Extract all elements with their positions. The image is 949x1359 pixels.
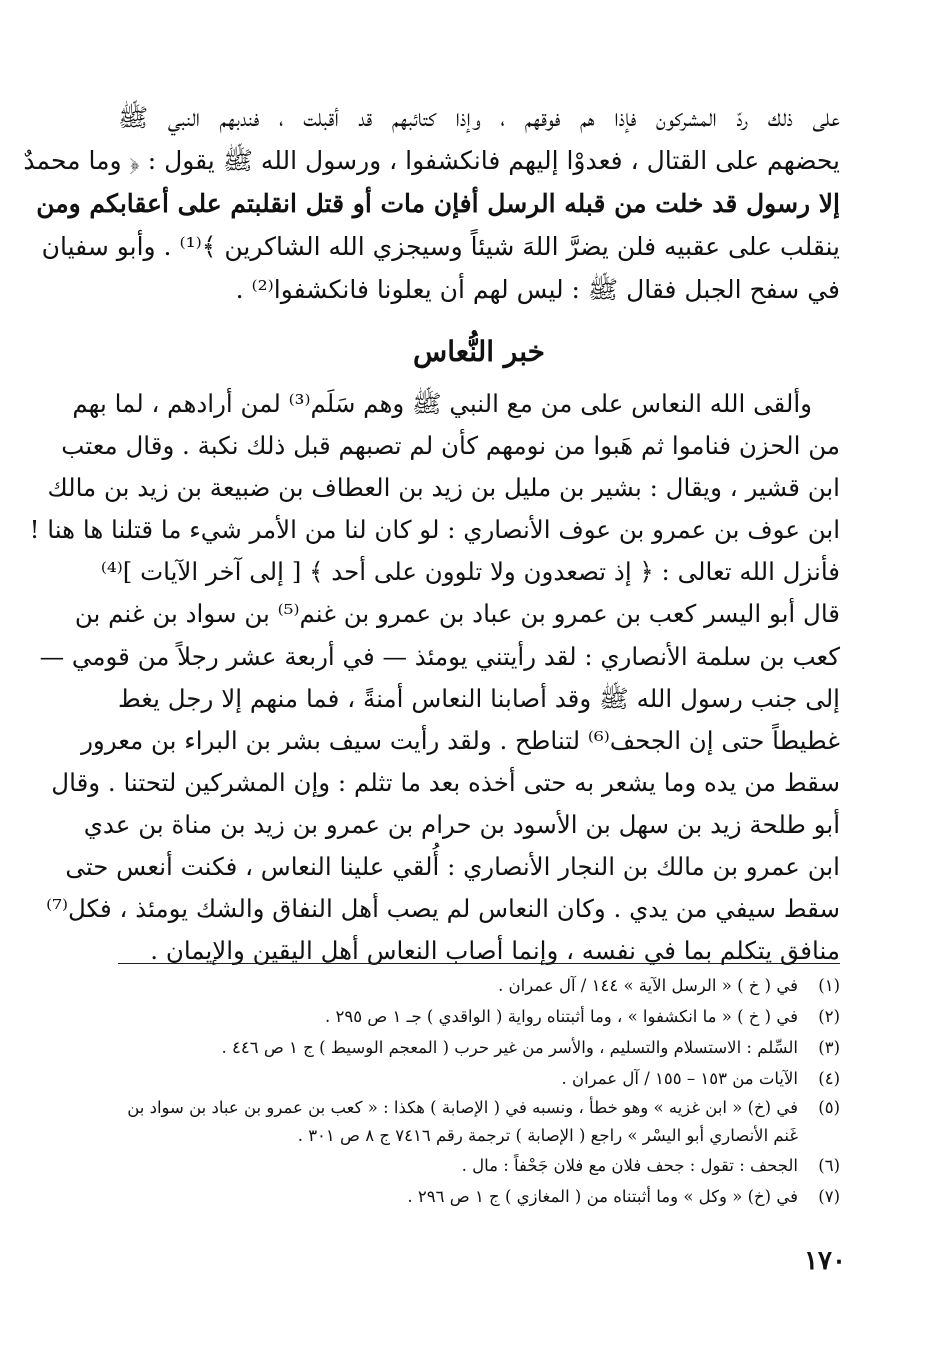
text-line: كعب بن سلمة الأنصاري : لقد رأيتني يومئذ — في أربعة عشر رجلاً من قومي —	[39, 641, 840, 671]
footnote-text: السِّلم : الاستسلام والتسليم ، والأسر من غير حرب ( المعجم الوسيط ) ج ١ ص ٤٤٦ .	[221, 1038, 798, 1057]
footnote-item	[112, 1181, 840, 1212]
footnote-item	[112, 1032, 840, 1063]
footnote-number: (٦)	[818, 1156, 840, 1175]
text-line: غطيطاً حتى إن الجحف⁽⁶⁾ لتناطح . ولقد رأيت سيف بشر بن البراء بن معرور	[81, 725, 840, 755]
footnote-item	[112, 1094, 840, 1150]
text-line: في سفح الجبل فقال ﷺ : ليس لهم أن يعلونا فانكشفوا⁽²⁾ .	[235, 275, 840, 304]
text-line: قال أبو اليسر كعب بن عمرو بن عباد بن عمرو بن غنم⁽⁵⁾ بن سواد بن غنم بن	[74, 599, 840, 629]
footnote-item	[112, 970, 840, 1001]
footnote-number: (١)	[818, 976, 840, 995]
top-paragraph	[23, 96, 840, 311]
text-line: يحضهم على القتال ، فعدوْا إليهم فانكشفوا ، ورسول الله ﷺ يقول : ﴿ وما محمدٌ	[23, 146, 840, 175]
footnote-number: (٢)	[818, 1007, 840, 1026]
footnotes	[112, 970, 840, 1212]
footnote-divider	[118, 963, 840, 964]
footnote-item	[112, 1063, 840, 1094]
footnote-item	[112, 1150, 840, 1181]
text-line: من الحزن فناموا ثم هَبوا من نومهم كأن لم تصبهم قبل ذلك نكبة . وقال معتب	[61, 431, 840, 461]
text-line: منافق يتكلم بما في نفسه ، وإنما أصاب النعاس أهل اليقين والإيمان .	[150, 936, 840, 966]
footnote-text: في (خ) « ابن غزيه » وهو خطأ ، ونسبه في ( الإصابة ) هكذا : « كعب بن عمرو بن عباد بن سواد بن	[127, 1098, 798, 1117]
page-number: ١٧٠	[804, 1246, 846, 1276]
text-line: إلى جنب رسول الله ﷺ وقد أصابنا النعاس أمنةً ، فما منهم إلا رجل يغط	[118, 683, 840, 713]
text-line: ابن عوف بن عمرو بن عوف الأنصاري : لو كان لنا من الأمر شيء ما قتلنا ها هنا !	[29, 515, 840, 545]
main-paragraph	[29, 383, 840, 972]
footnote-text: في ( خ ) « ما انكشفوا » ، وما أثبتناه رواية ( الواقدي ) جـ ١ ص ٢٩٥ .	[324, 1007, 798, 1026]
text-line: ابن عمرو بن مالك بن النجار الأنصاري : أُلقي علينا النعاس ، فكنت أنعس حتى	[65, 852, 840, 882]
text-line: ينقلب على عقبيه فلن يضرَّ اللهَ شيئاً وسيجزي الله الشاكرين ﴾⁽¹⁾ . وأبو سفيان	[41, 232, 840, 261]
footnote-number: (٧)	[818, 1187, 840, 1206]
footnote-text: الجحف : تقول : جحف فلان مع فلان جَحْفاً : مال .	[461, 1156, 798, 1175]
footnote-number: (٤)	[818, 1069, 840, 1088]
footnote-number: (٥)	[818, 1098, 840, 1117]
section-heading: خبر النُّعاس	[413, 335, 545, 368]
text-line: فأنزل الله تعالى : ﴿ إذ تصعدون ولا تلوون على أحد ﴾ [ إلى آخر الآيات ]⁽⁴⁾	[100, 557, 840, 587]
text-line: أبو طلحة زيد بن سهل بن الأسود بن حرام بن عمرو بن زيد بن مناة بن عدي	[83, 809, 840, 839]
footnote-item	[112, 1001, 840, 1032]
text-line: سقط سيفي من يدي . وكان النعاس لم يصب أهل النفاق والشك يومئذ ، فكل⁽⁷⁾	[46, 894, 840, 924]
footnote-text: في (خ) « وكل » وما أثبتناه من ( المغازي ) ج ١ ص ٢٩٦ .	[407, 1187, 798, 1206]
footnote-text: في ( خ ) « الرسل الآية » ١٤٤ / آل عمران .	[498, 976, 798, 995]
text-line: على ذلك ردّ المشركون فإذا هم فوقهم ، وإذا كتائبهم قد أقبلت ، فندبهم النبي ﷺ	[118, 103, 840, 132]
footnote-number: (٣)	[818, 1038, 840, 1057]
text-line: ابن قشير ، ويقال : بشير بن مليل بن زيد بن العطاف بن ضبيعة بن زيد بن مالك	[47, 473, 840, 503]
text-line: وألقى الله النعاس على من مع النبي ﷺ وهم سَلَم⁽³⁾ لمن أرادهم ، لما بهم	[72, 389, 812, 418]
footnote-text: الآيات من ١٥٣ – ١٥٥ / آل عمران .	[561, 1069, 798, 1088]
footnote-text: غَنم الأنصاري أبو اليسْر » راجع ( الإصابة ) ترجمة رقم ٧٤١٦ ج ٨ ص ٣٠١ .	[297, 1126, 798, 1145]
text-line: سقط من يده وما يشعر به حتى أخذه بعد ما تثلم : وإن المشركين لتحتنا . وقال	[51, 767, 840, 797]
quran-verse-line: إلا رسول قد خلت من قبله الرسل أفإن مات أو قتل انقلبتم على أعقابكم ومن	[36, 189, 840, 218]
